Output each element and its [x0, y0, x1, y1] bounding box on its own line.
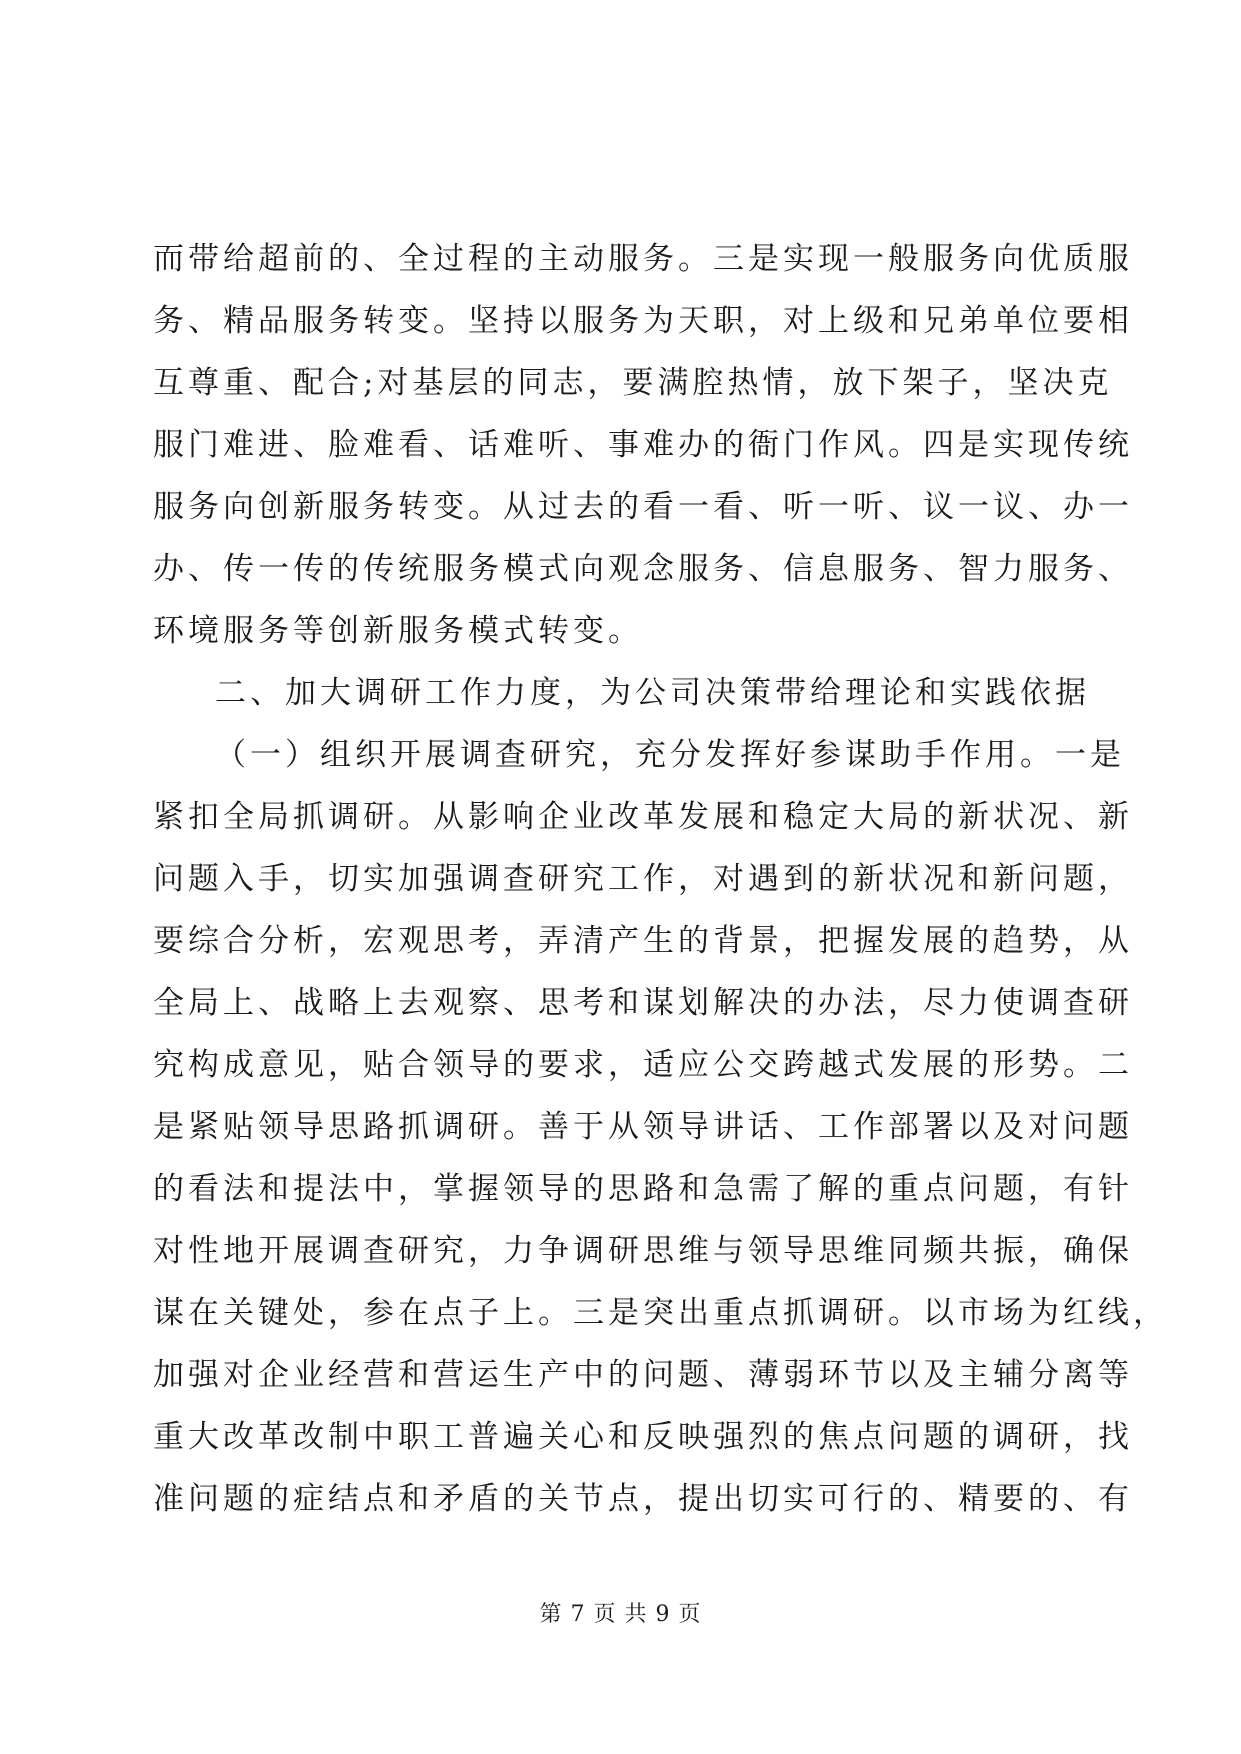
body-text-line: 而带给超前的、全过程的主动服务。三是实现一般服务向优质服 — [153, 241, 1133, 277]
page-footer: 第 7 页 共 9 页 — [539, 1602, 702, 1627]
body-text-line: 要综合分析，宏观思考，弄清产生的背景，把握发展的趋势，从 — [153, 923, 1133, 959]
body-text-line: 加强对企业经营和营运生产中的问题、薄弱环节以及主辅分离等 — [153, 1357, 1133, 1393]
body-text-line: 紧扣全局抓调研。从影响企业改革发展和稳定大局的新状况、新 — [153, 799, 1133, 835]
body-text-line: 务、精品服务转变。坚持以服务为天职，对上级和兄弟单位要相 — [153, 303, 1133, 339]
body-text-line: 办、传一传的传统服务模式向观念服务、信息服务、智力服务、 — [153, 551, 1133, 587]
section-heading: 二、加大调研工作力度，为公司决策带给理论和实践依据 — [215, 675, 1090, 711]
body-text-line: 究构成意见，贴合领导的要求，适应公交跨越式发展的形势。二 — [153, 1047, 1133, 1083]
body-text-line: 是紧贴领导思路抓调研。善于从领导讲话、工作部署以及对问题 — [153, 1109, 1133, 1145]
body-text-line: 服务向创新服务转变。从过去的看一看、听一听、议一议、办一 — [153, 489, 1133, 525]
body-text-line: 对性地开展调查研究，力争调研思维与领导思维同频共振，确保 — [153, 1233, 1133, 1269]
body-text-line: 重大改革改制中职工普遍关心和反映强烈的焦点问题的调研，找 — [153, 1419, 1133, 1455]
body-text-line: 准问题的症结点和矛盾的关节点，提出切实可行的、精要的、有 — [153, 1481, 1133, 1517]
body-text-line: 服门难进、脸难看、话难听、事难办的衙门作风。四是实现传统 — [153, 427, 1133, 463]
body-text-line: 互尊重、配合;对基层的同志，要满腔热情，放下架子，坚决克 — [153, 365, 1113, 401]
body-text-line: 环境服务等创新服务模式转变。 — [153, 613, 643, 649]
body-text-line: 问题入手，切实加强调查研究工作，对遇到的新状况和新问题， — [153, 861, 1133, 897]
body-text-line: 谋在关键处，参在点子上。三是突出重点抓调研。以市场为红线， — [153, 1295, 1168, 1331]
subsection-heading-line: （一）组织开展调查研究，充分发挥好参谋助手作用。一是 — [215, 737, 1125, 773]
body-text-line: 的看法和提法中，掌握领导的思路和急需了解的重点问题，有针 — [153, 1171, 1133, 1207]
body-text-line: 全局上、战略上去观察、思考和谋划解决的办法，尽力使调查研 — [153, 985, 1133, 1021]
